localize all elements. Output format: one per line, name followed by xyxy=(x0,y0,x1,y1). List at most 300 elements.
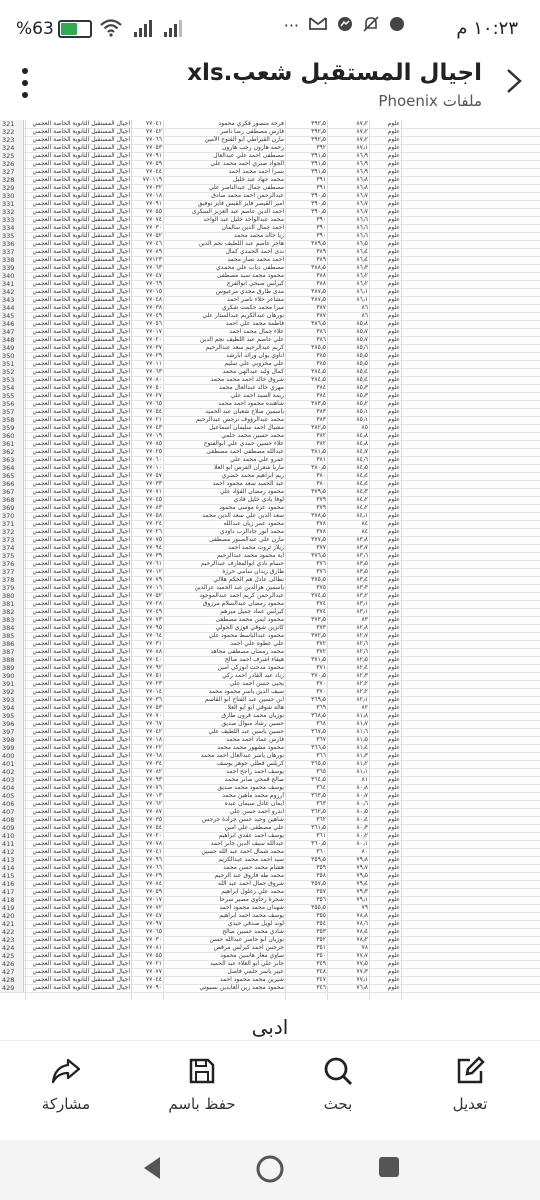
cell-school[interactable]: اجيال المستقبل الثانوية الخاصة العجمي xyxy=(32,416,130,423)
cell-school[interactable]: اجيال المستقبل الثانوية الخاصة العجمي xyxy=(32,304,130,311)
cell-school[interactable]: اجيال المستقبل الثانوية الخاصة العجمي xyxy=(32,216,130,223)
cell-division[interactable]: علوم xyxy=(387,208,400,215)
cell-name[interactable]: علي عطوه علي احمد xyxy=(230,640,284,647)
cell-school[interactable]: اجيال المستقبل الثانوية الخاصة العجمي xyxy=(32,328,130,335)
cell-percent[interactable]: ٨٢٫٢ xyxy=(356,688,368,695)
cell-school[interactable]: اجيال المستقبل الثانوية الخاصة العجمي xyxy=(32,656,130,663)
cell-total[interactable]: ٣٧٤٫٥ xyxy=(311,592,326,599)
cell-total[interactable]: ٣٧٦٫٥ xyxy=(311,552,326,559)
cell-percent[interactable]: ٨١٫٨ xyxy=(356,712,368,719)
cell-school[interactable]: اجيال المستقبل الثانوية الخاصة العجمي xyxy=(32,288,130,295)
cell-percent[interactable]: ٧٧٫٧ xyxy=(356,952,368,959)
cell-percent[interactable]: ٨٢ xyxy=(361,704,368,711)
cell-school[interactable]: اجيال المستقبل الثانوية الخاصة العجمي xyxy=(32,240,130,247)
cell-school[interactable]: اجيال المستقبل الثانوية الخاصة العجمي xyxy=(32,952,130,959)
cell-school[interactable]: اجيال المستقبل الثانوية الخاصة العجمي xyxy=(32,920,130,927)
cell-total[interactable]: ٣٨٧٫٥ xyxy=(311,288,326,295)
cell-code[interactable]: ٧٧٠٦٥ xyxy=(145,400,162,407)
cell-total[interactable]: ٣٥٩٫٥ xyxy=(311,856,326,863)
nav-back-button[interactable] xyxy=(140,1154,164,1186)
cell-division[interactable]: علوم xyxy=(387,456,400,463)
cell-code[interactable]: ٧٧٠٨٤ xyxy=(145,880,162,887)
cell-school[interactable]: اجيال المستقبل الثانوية الخاصة العجمي xyxy=(32,496,130,503)
cell-percent[interactable]: ٨٠٫٤ xyxy=(356,816,368,823)
cell-name[interactable]: عبدالله سيف الدين جابر احمد xyxy=(210,840,284,847)
cell-percent[interactable]: ٧٩٫٨ xyxy=(356,856,368,863)
cell-school[interactable]: اجيال المستقبل الثانوية الخاصة العجمي xyxy=(32,848,130,855)
cell-total[interactable]: ٣٧٩٫٥ xyxy=(311,488,326,495)
cell-division[interactable]: علوم xyxy=(387,344,400,351)
cell-school[interactable]: اجيال المستقبل الثانوية الخاصة العجمي xyxy=(32,904,130,911)
cell-code[interactable]: ٧٧٠٨٧ xyxy=(145,808,162,815)
cell-total[interactable]: ٣٨٨٫٥ xyxy=(311,264,326,271)
cell-code[interactable]: ٧٧٠٢٥ xyxy=(145,448,162,455)
cell-percent[interactable]: ٨٣٫٢ xyxy=(356,592,368,599)
cell-name[interactable]: الجواد صبري احمد محمد علي xyxy=(210,160,284,167)
cell-total[interactable]: ٣٨٤ xyxy=(316,384,326,391)
cell-percent[interactable]: ٨٣٫١ xyxy=(356,600,368,607)
cell-division[interactable]: علوم xyxy=(387,536,400,543)
cell-school[interactable]: اجيال المستقبل الثانوية الخاصة العجمي xyxy=(32,680,130,687)
cell-division[interactable]: علوم xyxy=(387,840,400,847)
cell-name[interactable]: زيا خالد محمد محمد xyxy=(233,232,284,239)
cell-code[interactable]: ٧٧٠٢٨ xyxy=(145,600,162,607)
cell-division[interactable]: علوم xyxy=(387,896,400,903)
cell-total[interactable]: ٣٦٤٫٥ xyxy=(311,776,326,783)
cell-division[interactable]: علوم xyxy=(387,464,400,471)
cell-total[interactable]: ٣٨٤ xyxy=(316,392,326,399)
cell-school[interactable]: اجيال المستقبل الثانوية الخاصة العجمي xyxy=(32,536,130,543)
cell-school[interactable]: اجيال المستقبل الثانوية الخاصة العجمي xyxy=(32,792,130,799)
cell-school[interactable]: اجيال المستقبل الثانوية الخاصة العجمي xyxy=(32,584,130,591)
cell-code[interactable]: ٧٧٠٢٦ xyxy=(145,528,162,535)
cell-percent[interactable]: ٨٥٫٧ xyxy=(356,328,368,335)
cell-percent[interactable]: ٨٠ xyxy=(361,848,368,855)
cell-code[interactable]: ٧٧٠٨٨ xyxy=(145,648,162,655)
cell-name[interactable]: فارس عماد احمد محمد xyxy=(226,736,284,743)
cell-school[interactable]: اجيال المستقبل الثانوية الخاصة العجمي xyxy=(32,752,130,759)
cell-code[interactable]: ٧٧٠٤٢ xyxy=(145,128,162,135)
cell-total[interactable]: ٣٨٧٫٥ xyxy=(311,296,326,303)
cell-code[interactable]: ٧٧٠٦٣ xyxy=(145,368,162,375)
sheet-tab-label[interactable]: ادبى xyxy=(251,1015,289,1039)
cell-name[interactable]: اندرو احمد حسن علي xyxy=(229,808,284,815)
cell-name[interactable]: كانزين شوقي فوزي الخولي xyxy=(215,624,284,631)
nav-home-button[interactable] xyxy=(255,1154,285,1188)
cell-school[interactable]: اجيال المستقبل الثانوية الخاصة العجمي xyxy=(32,424,130,431)
table-row[interactable] xyxy=(0,984,540,993)
cell-name[interactable]: محمد حسين محمد حلمي xyxy=(221,432,284,439)
cell-percent[interactable]: ٧٨ xyxy=(361,944,368,951)
cell-percent[interactable]: ٨٤٫٤ xyxy=(356,472,368,479)
cell-total[interactable]: ٣٦٥٫٥ xyxy=(311,760,326,767)
cell-total[interactable]: ٣٨٩ xyxy=(316,248,326,255)
cell-name[interactable]: محمد عبدالرؤوف نرجس عبدالرحيم xyxy=(196,416,284,423)
cell-total[interactable]: ٣٨٥ xyxy=(316,360,326,367)
cell-code[interactable]: ٧٧٠١١ xyxy=(145,360,162,367)
cell-division[interactable]: علوم xyxy=(387,776,400,783)
cell-percent[interactable]: ٨٦٫٨ xyxy=(356,184,368,191)
cell-division[interactable]: علوم xyxy=(387,728,400,735)
back-button[interactable] xyxy=(504,66,524,104)
cell-total[interactable]: ٣٨٣٫٥ xyxy=(311,400,326,407)
cell-name[interactable]: ريمة السيد احمد علي xyxy=(230,392,284,399)
cell-code[interactable]: ٧٧٠٧٢ xyxy=(145,904,162,911)
cell-school[interactable]: اجيال المستقبل الثانوية الخاصة العجمي xyxy=(32,264,130,271)
cell-division[interactable]: علوم xyxy=(387,152,400,159)
cell-percent[interactable]: ٨٧٫٢ xyxy=(356,136,368,143)
cell-code[interactable]: ٧٧٠١٥ xyxy=(145,288,162,295)
cell-division[interactable]: علوم xyxy=(387,568,400,575)
cell-school[interactable]: اجيال المستقبل الثانوية الخاصة العجمي xyxy=(32,432,130,439)
cell-total[interactable]: ٣٦٩ xyxy=(316,704,326,711)
cell-division[interactable]: علوم xyxy=(387,624,400,631)
cell-name[interactable]: نوزيان أبو حاصر عبدالله حسن xyxy=(209,936,284,943)
cell-code[interactable]: ٧٧٠٥٤ xyxy=(145,408,162,415)
cell-school[interactable]: اجيال المستقبل الثانوية الخاصة العجمي xyxy=(32,144,130,151)
cell-percent[interactable]: ٨٦٫٤ xyxy=(356,248,368,255)
cell-code[interactable]: ٧٧٠٦٦ xyxy=(145,136,162,143)
cell-division[interactable]: علوم xyxy=(387,936,400,943)
cell-name[interactable]: عبير ياسر حلمي فاضل xyxy=(227,968,284,975)
cell-division[interactable]: علوم xyxy=(387,336,400,343)
cell-name[interactable]: محمود عزة موسى محمود xyxy=(219,504,284,511)
cell-percent[interactable]: ٨١٫٦ xyxy=(356,728,368,735)
cell-school[interactable]: اجيال المستقبل الثانوية الخاصة العجمي xyxy=(32,984,130,991)
cell-total[interactable]: ٣٧٨٫٥ xyxy=(311,512,326,519)
cell-name[interactable]: نوزيان محمد قرون طارق xyxy=(221,712,284,719)
cell-total[interactable]: ٣٧١٫٥ xyxy=(311,656,326,663)
cell-name[interactable]: محمود رمضان الفؤاد علي xyxy=(219,488,284,495)
cell-school[interactable]: اجيال المستقبل الثانوية الخاصة العجمي xyxy=(32,336,130,343)
cell-percent[interactable]: ٨٦٫٢ xyxy=(356,272,368,279)
cell-total[interactable]: ٣٦٤ xyxy=(316,784,326,791)
cell-total[interactable]: ٣٦١٫٥ xyxy=(311,824,326,831)
cell-code[interactable]: ٧٧٠٢٣ xyxy=(145,680,162,687)
cell-school[interactable]: اجيال المستقبل الثانوية الخاصة العجمي xyxy=(32,344,130,351)
cell-code[interactable]: ٧٧٠٢١ xyxy=(145,416,162,423)
cell-code[interactable]: ٧٧٠٧٤ xyxy=(145,216,162,223)
cell-total[interactable]: ٣٤٨ xyxy=(316,968,326,975)
cell-school[interactable]: اجيال المستقبل الثانوية الخاصة العجمي xyxy=(32,480,130,487)
cell-division[interactable]: علوم xyxy=(387,920,400,927)
cell-total[interactable]: ٣٧٤ xyxy=(316,600,326,607)
cell-name[interactable]: علي مصطفى علي امين xyxy=(224,824,284,831)
cell-name[interactable]: سيد احمد محمد عبدالكريم xyxy=(218,856,284,863)
cell-name[interactable]: محمد طه فاروق عبد الرحيم xyxy=(214,872,284,879)
cell-school[interactable]: اجيال المستقبل الثانوية الخاصة العجمي xyxy=(32,960,130,967)
cell-division[interactable]: علوم xyxy=(387,280,400,287)
cell-division[interactable]: علوم xyxy=(387,352,400,359)
cell-total[interactable]: ٣٨٥ xyxy=(316,352,326,359)
cell-code[interactable]: ٧٧٠٥١ xyxy=(145,672,162,679)
cell-name[interactable]: علاء جمال محمد احمد xyxy=(229,328,284,335)
cell-code[interactable]: ٧٧٠٤٩ xyxy=(145,312,162,319)
cell-total[interactable]: ٣٨٦ xyxy=(316,336,326,343)
cell-code[interactable]: ٧٧٠٤٥ xyxy=(145,496,162,503)
cell-total[interactable]: ٣٦٠ xyxy=(316,848,326,855)
cell-percent[interactable]: ٨٦٫٩ xyxy=(356,160,368,167)
cell-total[interactable]: ٣٩١٫٥ xyxy=(311,168,326,175)
cell-division[interactable]: علوم xyxy=(387,520,400,527)
cell-percent[interactable]: ٨٥٫٥ xyxy=(356,352,368,359)
cell-division[interactable]: علوم xyxy=(387,824,400,831)
cell-name[interactable]: كريلس قطلي جوهر يوسف xyxy=(216,760,284,767)
share-button[interactable] xyxy=(16,1051,116,1113)
cell-division[interactable]: علوم xyxy=(387,400,400,407)
cell-division[interactable]: علوم xyxy=(387,832,400,839)
cell-name[interactable]: عبدالرحمن احمد محمد صادق xyxy=(211,192,284,199)
cell-division[interactable]: علوم xyxy=(387,376,400,383)
cell-percent[interactable]: ٨٦٫١ xyxy=(356,296,368,303)
cell-percent[interactable]: ٨٤٫٥ xyxy=(356,464,368,471)
cell-name[interactable]: يحيى حسن احمد علي xyxy=(229,680,284,687)
cell-name[interactable]: محمد شمال احمد عبد الله حسين xyxy=(201,848,284,855)
cell-total[interactable]: ٣٧٠ xyxy=(316,688,326,695)
cell-code[interactable]: ٧٧٠٤٣ xyxy=(145,424,162,431)
cell-division[interactable]: علوم xyxy=(387,176,400,183)
cell-total[interactable]: ٣٦٨٫٥ xyxy=(311,712,326,719)
cell-code[interactable]: ٧٧٠٩١ xyxy=(145,152,162,159)
cell-division[interactable]: علوم xyxy=(387,312,400,319)
cell-percent[interactable]: ٨٢٫٦ xyxy=(356,648,368,655)
cell-total[interactable]: ٣٧٣ xyxy=(316,624,326,631)
cell-school[interactable]: اجيال المستقبل الثانوية الخاصة العجمي xyxy=(32,768,130,775)
cell-school[interactable]: اجيال المستقبل الثانوية الخاصة العجمي xyxy=(32,840,130,847)
cell-percent[interactable]: ٨٢٫٦ xyxy=(356,640,368,647)
cell-total[interactable]: ٣٤٩ xyxy=(316,960,326,967)
cell-school[interactable]: اجيال المستقبل الثانوية الخاصة العجمي xyxy=(32,160,130,167)
cell-division[interactable]: علوم xyxy=(387,392,400,399)
cell-code[interactable]: ٧٧٠٣٠ xyxy=(145,936,162,943)
cell-percent[interactable]: ٨٣٫٥ xyxy=(356,560,368,567)
cell-percent[interactable]: ٨٧٫١ xyxy=(356,144,368,151)
cell-total[interactable]: ٣٩٠٫٥ xyxy=(311,192,326,199)
cell-division[interactable]: علوم xyxy=(387,584,400,591)
cell-school[interactable]: اجيال المستقبل الثانوية الخاصة العجمي xyxy=(32,392,130,399)
cell-school[interactable]: اجيال المستقبل الثانوية الخاصة العجمي xyxy=(32,712,130,719)
cell-code[interactable]: ٧٧٠٥٥ xyxy=(145,208,162,215)
cell-name[interactable]: محمود عمر زيان عبدالله xyxy=(223,520,284,527)
cell-division[interactable]: علوم xyxy=(387,680,400,687)
cell-percent[interactable]: ٨١٫٤ xyxy=(356,744,368,751)
cell-division[interactable]: علوم xyxy=(387,504,400,511)
cell-code[interactable]: ٧٧٠١٨ xyxy=(145,192,162,199)
cell-name[interactable]: كيرلس صبحي ابوالفرج xyxy=(226,280,284,287)
cell-division[interactable]: علوم xyxy=(387,144,400,151)
cell-percent[interactable]: ٨٤ xyxy=(361,528,368,535)
cell-total[interactable]: ٣٥٧ xyxy=(316,888,326,895)
cell-code[interactable]: ٧٧١٢٣ xyxy=(145,256,162,263)
cell-percent[interactable]: ٨١٫١ xyxy=(356,768,368,775)
cell-total[interactable]: ٣٨٣ xyxy=(316,408,326,415)
cell-name[interactable]: هالة شوقي أبو أبو العلا xyxy=(227,704,284,711)
cell-percent[interactable]: ٨٦٫٩ xyxy=(356,152,368,159)
cell-code[interactable]: ٧٧٠٩٦ xyxy=(145,856,162,863)
cell-name[interactable]: ابن حسين عبد الفتاح ابو القاسم xyxy=(204,696,284,703)
cell-school[interactable]: اجيال المستقبل الثانوية الخاصة العجمي xyxy=(32,208,130,215)
cell-division[interactable]: علوم xyxy=(387,328,400,335)
cell-percent[interactable]: ٧٩٫٥ xyxy=(356,872,368,879)
cell-code[interactable]: ٧٧٠٧٨ xyxy=(145,840,162,847)
cell-division[interactable]: علوم xyxy=(387,448,400,455)
cell-percent[interactable]: ٧٩٫٤ xyxy=(356,880,368,887)
cell-percent[interactable]: ٨٣٫٧ xyxy=(356,544,368,551)
cell-name[interactable]: احمد محمد نصار محمد xyxy=(227,256,284,263)
cell-code[interactable]: ٧٧٠٦٧ xyxy=(145,720,162,727)
cell-name[interactable]: مصطفى احمد علي عبدالعال xyxy=(213,152,284,159)
cell-total[interactable]: ٣٩٢٫٥ xyxy=(311,136,326,143)
cell-name[interactable]: يوسف محمود محمد صديق xyxy=(217,784,284,791)
cell-total[interactable]: ٣٧٩ xyxy=(316,496,326,503)
cell-total[interactable]: ٣٤٧ xyxy=(316,976,326,983)
cell-total[interactable]: ٣٧٥ xyxy=(316,584,326,591)
cell-total[interactable]: ٣٦٠٫٥ xyxy=(311,840,326,847)
cell-division[interactable]: علوم xyxy=(387,664,400,671)
cell-total[interactable]: ٣٦٣٫٥ xyxy=(311,792,326,799)
cell-division[interactable]: علوم xyxy=(387,744,400,751)
cell-school[interactable]: اجيال المستقبل الثانوية الخاصة العجمي xyxy=(32,648,130,655)
cell-code[interactable]: ٧٧٠٨٢ xyxy=(145,768,162,775)
cell-percent[interactable]: ٧٨٫٢ xyxy=(356,936,368,943)
cell-percent[interactable]: ٨٠٫١ xyxy=(356,840,368,847)
cell-division[interactable]: علوم xyxy=(387,512,400,519)
cell-percent[interactable]: ٧٩٫٣ xyxy=(356,888,368,895)
cell-name[interactable]: مصطفى جمال عبدالناصر علي xyxy=(208,184,284,191)
cell-school[interactable]: اجيال المستقبل الثانوية الخاصة العجمي xyxy=(32,776,130,783)
cell-name[interactable]: شاهنده محمود احمد محمد xyxy=(218,400,284,407)
cell-total[interactable]: ٣٧٥٫٥ xyxy=(311,576,326,583)
cell-code[interactable]: ٧٧٠٥٣ xyxy=(145,704,162,711)
cell-division[interactable]: علوم xyxy=(387,184,400,191)
cell-division[interactable]: علوم xyxy=(387,368,400,375)
cell-code[interactable]: ٧٧٠١١٩ xyxy=(142,176,162,183)
cell-division[interactable]: علوم xyxy=(387,256,400,263)
cell-division[interactable]: علوم xyxy=(387,136,400,143)
cell-percent[interactable]: ٨٧٫٢ xyxy=(356,128,368,135)
cell-percent[interactable]: ٨٠٫٢ xyxy=(356,832,368,839)
cell-name[interactable]: أرزوم محمد ماهين محمد xyxy=(222,792,284,799)
cell-code[interactable]: ٧٧٠٤٠ xyxy=(145,656,162,663)
cell-school[interactable]: اجيال المستقبل الثانوية الخاصة العجمي xyxy=(32,696,130,703)
cell-percent[interactable]: ٨٠٫٥ xyxy=(356,808,368,815)
cell-total[interactable]: ٣٩٠ xyxy=(316,216,326,223)
cell-name[interactable]: محمود مشهور محمد محمد xyxy=(217,744,284,751)
cell-total[interactable]: ٣٨٠٫٥ xyxy=(311,464,326,471)
cell-name[interactable]: محمود محمد سيد مصطفى xyxy=(216,272,284,279)
cell-school[interactable]: اجيال المستقبل الثانوية الخاصة العجمي xyxy=(32,800,130,807)
cell-total[interactable]: ٣٨١٫٥ xyxy=(311,448,326,455)
cell-school[interactable]: اجيال المستقبل الثانوية الخاصة العجمي xyxy=(32,280,130,287)
cell-code[interactable]: ٧٧٠٣٤ xyxy=(145,760,162,767)
cell-code[interactable]: ٧٧٠٦٣ xyxy=(145,264,162,271)
cell-total[interactable]: ٣٥٧٫٥ xyxy=(311,880,326,887)
cell-total[interactable]: ٣٥٨ xyxy=(316,872,326,879)
cell-school[interactable]: اجيال المستقبل الثانوية الخاصة العجمي xyxy=(32,760,130,767)
cell-name[interactable]: شادي محمد حسين صالح xyxy=(222,928,284,935)
cell-school[interactable]: اجيال المستقبل الثانوية الخاصة العجمي xyxy=(32,136,130,143)
cell-total[interactable]: ٣٨٧ xyxy=(316,312,326,319)
cell-school[interactable]: اجيال المستقبل الثانوية الخاصة العجمي xyxy=(32,528,130,535)
cell-division[interactable]: علوم xyxy=(387,440,400,447)
cell-name[interactable]: محمود مدحت ابوزكي امين xyxy=(217,664,284,671)
cell-code[interactable]: ٧٧٠٥٩ xyxy=(145,160,162,167)
cell-total[interactable]: ٣٥٣ xyxy=(316,928,326,935)
cell-school[interactable]: اجيال المستقبل الثانوية الخاصة العجمي xyxy=(32,504,130,511)
cell-percent[interactable]: ٨٦ xyxy=(361,312,368,319)
cell-code[interactable]: ٧٧٠٣٥ xyxy=(145,816,162,823)
cell-code[interactable]: ٧٧٠٥٩ xyxy=(145,888,162,895)
cell-code[interactable]: ٧٧٠١٧ xyxy=(145,896,162,903)
cell-total[interactable]: ٣٦١ xyxy=(316,832,326,839)
cell-school[interactable]: اجيال المستقبل الثانوية الخاصة العجمي xyxy=(32,664,130,671)
cell-name[interactable]: سيف الدين ياسر محمود محمد xyxy=(208,688,284,695)
cell-name[interactable]: ماريا شعران الفرس ابو العلا xyxy=(214,464,284,471)
cell-name[interactable]: صالح قمحي صابر محمد xyxy=(224,776,284,783)
cell-name[interactable]: نظالی عادل هم الحکم هلالي xyxy=(213,576,284,583)
cell-name[interactable]: يوسف احمد راجح احمد xyxy=(226,768,284,775)
cell-division[interactable]: علوم xyxy=(387,632,400,639)
cell-percent[interactable]: ٧٨٫٦ xyxy=(356,920,368,927)
cell-name[interactable]: يوسف محمد احمد ابراهيم xyxy=(219,912,284,919)
cell-total[interactable]: ٣٧٢٫٥ xyxy=(311,632,326,639)
cell-percent[interactable]: ٨٣٫٨ xyxy=(356,536,368,543)
cell-total[interactable]: ٣٧٦ xyxy=(316,560,326,567)
cell-division[interactable]: علوم xyxy=(387,600,400,607)
cell-school[interactable]: اجيال المستقبل الثانوية الخاصة العجمي xyxy=(32,632,130,639)
cell-percent[interactable]: ٧٦٫٨ xyxy=(356,984,368,991)
cell-name[interactable]: شاهين وحيد حسن جرادة جرجس xyxy=(201,816,284,823)
cell-school[interactable]: اجيال المستقبل الثانوية الخاصة العجمي xyxy=(32,512,130,519)
cell-code[interactable]: ٧٧٠١٦ xyxy=(145,584,162,591)
cell-code[interactable]: ٧٧٠٦٠ xyxy=(145,456,162,463)
cell-code[interactable]: ٧٧٠٣٨ xyxy=(145,304,162,311)
cell-code[interactable]: ٧٧٠٤٩ xyxy=(145,608,162,615)
cell-division[interactable]: علوم xyxy=(387,880,400,887)
cell-percent[interactable]: ٨٥٫٨ xyxy=(356,320,368,327)
cell-school[interactable]: اجيال المستقبل الثانوية الخاصة العجمي xyxy=(32,888,130,895)
cell-name[interactable]: ياسمين هزالدين عبد الحميد عزالدين xyxy=(194,584,284,591)
cell-percent[interactable]: ٨٦٫١ xyxy=(356,288,368,295)
cell-school[interactable]: اجيال المستقبل الثانوية الخاصة العجمي xyxy=(32,640,130,647)
cell-name[interactable]: مازن علي عبدالصبور مصطفى xyxy=(208,536,284,543)
cell-total[interactable]: ٣٨٠ xyxy=(316,480,326,487)
cell-code[interactable]: ٧٧٠٤١ xyxy=(145,120,162,127)
cell-division[interactable]: علوم xyxy=(387,120,400,127)
save-as-button[interactable] xyxy=(152,1051,252,1113)
cell-name[interactable]: جرجس احمد كيرلس مرقص xyxy=(213,944,284,951)
cell-name[interactable]: ساوي معاز هاسين محمود xyxy=(220,952,284,959)
cell-school[interactable]: اجيال المستقبل الثانوية الخاصة العجمي xyxy=(32,928,130,935)
cell-school[interactable]: اجيال المستقبل الثانوية الخاصة العجمي xyxy=(32,880,130,887)
cell-division[interactable]: علوم xyxy=(387,952,400,959)
cell-division[interactable]: علوم xyxy=(387,960,400,967)
cell-code[interactable]: ٧٧٠٥٢ xyxy=(145,232,162,239)
cell-name[interactable]: هشام محمد حسن محمد xyxy=(223,864,284,871)
cell-division[interactable]: علوم xyxy=(387,496,400,503)
cell-percent[interactable]: ٨٣٫٥ xyxy=(356,568,368,575)
cell-name[interactable]: عبد الحميد سعد محمود احمد xyxy=(212,480,284,487)
cell-percent[interactable]: ٨٤٫٢ xyxy=(356,504,368,511)
cell-percent[interactable]: ٨٠٫٧ xyxy=(356,792,368,799)
cell-school[interactable]: اجيال المستقبل الثانوية الخاصة العجمي xyxy=(32,568,130,575)
cell-division[interactable]: علوم xyxy=(387,320,400,327)
cell-total[interactable]: ٣٨١ xyxy=(316,456,326,463)
cell-school[interactable]: اجيال المستقبل الثانوية الخاصة العجمي xyxy=(32,272,130,279)
cell-total[interactable]: ٣٥٢ xyxy=(316,936,326,943)
cell-division[interactable]: علوم xyxy=(387,304,400,311)
cell-percent[interactable]: ٨٤٫٦ xyxy=(356,456,368,463)
